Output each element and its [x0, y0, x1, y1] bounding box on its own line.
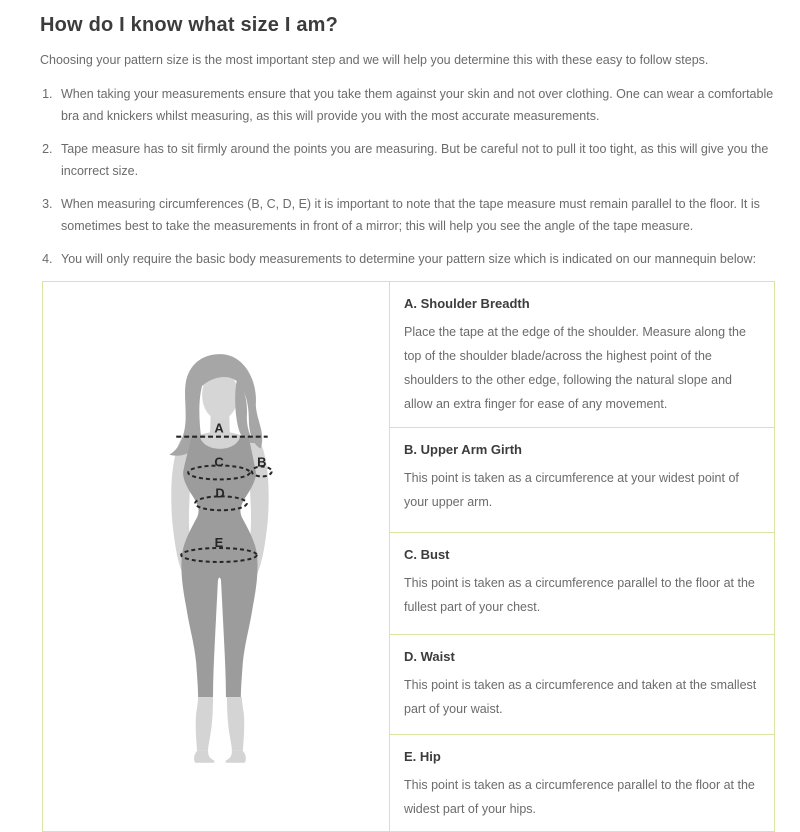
measurement-description: This point is taken as a circumference and taken at the smallest part of your waist. [404, 678, 757, 716]
measurement-row-upper-arm [390, 428, 774, 533]
measurement-heading: A. Shoulder Breadth [404, 296, 530, 311]
measurement-row-waist [390, 635, 774, 735]
intro-paragraph: Choosing your pattern size is the most important step and we will help you determine this with these easy to follow steps. [40, 53, 709, 67]
mannequin-left-calf-shape [196, 697, 213, 751]
measurement-description: This point is taken as a circumference parallel to the floor at the widest part of your hips. [404, 778, 755, 816]
diagram-label-a: A [214, 420, 224, 436]
mannequin-right-foot-shape [225, 751, 245, 763]
measurement-description: This point is taken as a circumference at your widest point of your upper arm. [404, 471, 739, 509]
measurement-row-hip [390, 735, 774, 831]
step-item-3: 3. When measuring circumferences (B, C, D, E) it is important to note that the tape measure must remain parallel to the floor. It is sometimes best to take the measurements in front of a mirror; this will help you see the angle of the tape measure. [56, 193, 775, 237]
mannequin-diagram [43, 282, 389, 831]
measurement-table [42, 281, 775, 832]
measuring-steps-list [56, 83, 775, 270]
page-title: How do I know what size I am? [40, 14, 339, 36]
step-item-1: 1. When taking your measurements ensure that you take them against your skin and not over clothing. One can wear a comfortable bra and knickers whilst measuring, as this will provide you with the most accurate measurements. [56, 83, 775, 127]
diagram-label-e: E [214, 535, 224, 551]
measurement-heading: D. Waist [404, 649, 455, 664]
measurement-heading: B. Upper Arm Girth [404, 442, 522, 457]
measurement-row-shoulder [390, 282, 774, 428]
measurement-description: This point is taken as a circumference parallel to the floor at the fullest part of your chest. [404, 576, 755, 614]
mannequin-diagram-cell [43, 282, 390, 831]
measurement-info-column [390, 282, 774, 831]
step-item-4: 4. You will only require the basic body measurements to determine your pattern size which is indicated on our mannequin below: [56, 248, 775, 270]
diagram-label-c: C [214, 454, 224, 470]
mannequin-left-foot-shape [194, 751, 214, 763]
measurement-heading: E. Hip [404, 749, 441, 764]
measurement-row-bust [390, 533, 774, 635]
measurement-heading: C. Bust [404, 547, 450, 562]
diagram-label-d: D [215, 485, 225, 501]
measurement-description: Place the tape at the edge of the shoulder. Measure along the top of the shoulder blade/across the highest point of the shoulders to the other edge, following the natural slope and allow an extra finger for ease of any movement. [404, 325, 746, 411]
diagram-label-b: B [257, 454, 267, 470]
step-item-2: 2. Tape measure has to sit firmly around the points you are measuring. But be careful not to pull it too tight, as this will give you the incorrect size. [56, 138, 775, 182]
mannequin-right-calf-shape [227, 697, 244, 751]
